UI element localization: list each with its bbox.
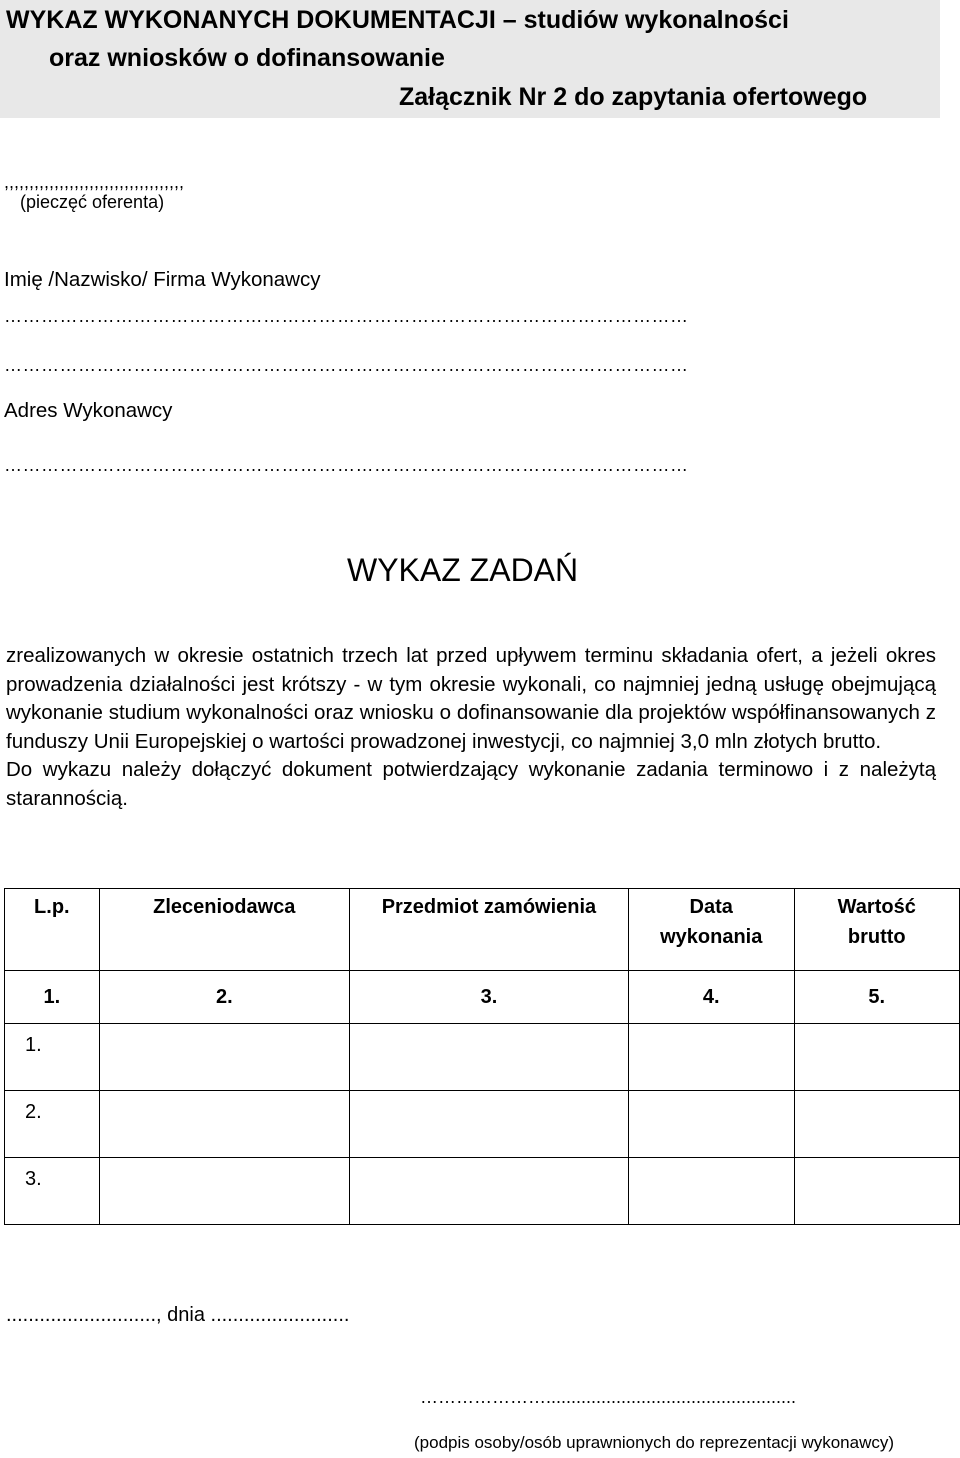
column-number: 1. [5,971,100,1024]
contractor-name-label: Imię /Nazwisko/ Firma Wykonawcy [4,268,321,291]
contractor-address-label: Adres Wykonawcy [4,399,173,422]
cell-client[interactable] [99,1024,349,1091]
header-subject: Przedmiot zamówienia [349,889,628,971]
stamp-commas: ,,,,,,,,,,,,,,,,,,,,,,,,,,,,,,,,,,,, [4,172,185,192]
header-client: Zleceniodawca [99,889,349,971]
signature-label: (podpis osoby/osób uprawnionych do reprezentacji wykonawcy) [414,1433,895,1452]
header-lp: L.p. [5,889,100,971]
cell-value[interactable] [794,1091,959,1158]
row-number: 1. [5,1024,100,1091]
cell-value[interactable] [794,1024,959,1091]
table-header-row [5,889,960,971]
column-number: 5. [794,971,959,1024]
cell-subject[interactable] [349,1024,628,1091]
table-row [5,1158,960,1225]
tasks-table [4,888,960,1225]
header-value [794,889,959,971]
column-number: 4. [628,971,794,1024]
cell-date[interactable] [628,1158,794,1225]
header-line-1: WYKAZ WYKONANYCH DOKUMENTACJI – studiów wykonalności [6,6,789,34]
cell-subject[interactable] [349,1091,628,1158]
cell-date[interactable] [628,1024,794,1091]
cell-client[interactable] [99,1158,349,1225]
cell-subject[interactable] [349,1158,628,1225]
contractor-name-dots-2[interactable]: ………………………………………………………………………………………………… [4,355,689,375]
cell-value[interactable] [794,1158,959,1225]
page-title: WYKAZ ZADAŃ [347,552,579,588]
header-date-line-2: wykonania [660,926,763,948]
header-value-line-2: brutto [847,926,906,948]
cell-date[interactable] [628,1091,794,1158]
place-date-line[interactable]: ..........................., dnia ......................... [6,1304,350,1326]
header-date-line-1: Data [689,896,733,918]
description-paragraph-1: zrealizowanych w okresie ostatnich trzech lat przed upływem terminu składania ofert, a jeżeli okres prowadzenia działalności jest krótszy - w tym okresie wykonali, co najmniej jedną usługę obejmującą wykonanie studium wykonalności oraz wniosku o dofinansowanie dla projektów współfinansowanych z funduszy Unii Europejskiej o wartości prowadzonej inwestycji, co najmniej 3,0 mln złotych brutto. [6,644,936,753]
signature-dots[interactable]: ………………….................................................. [420,1387,797,1407]
description [6,642,936,813]
row-number: 2. [5,1091,100,1158]
contractor-address-dots[interactable]: ………………………………………………………………………………………………… [4,455,689,475]
stamp-label: (pieczęć oferenta) [20,192,165,212]
table-row [5,1091,960,1158]
column-number: 3. [349,971,628,1024]
column-number: 2. [99,971,349,1024]
description-paragraph-2: Do wykazu należy dołączyć dokument potwierdzający wykonanie zadania terminowo i z należytą starannością. [6,758,936,810]
contractor-name-dots-1[interactable]: ………………………………………………………………………………………………… [4,306,689,326]
header-date [628,889,794,971]
attachment-label: Załącznik Nr 2 do zapytania ofertowego [399,83,868,111]
table-row [5,1024,960,1091]
header-value-line-1: Wartość [837,896,916,918]
cell-client[interactable] [99,1091,349,1158]
header-line-2: oraz wniosków o dofinansowanie [49,44,445,72]
column-number-row [5,971,960,1024]
row-number: 3. [5,1158,100,1225]
